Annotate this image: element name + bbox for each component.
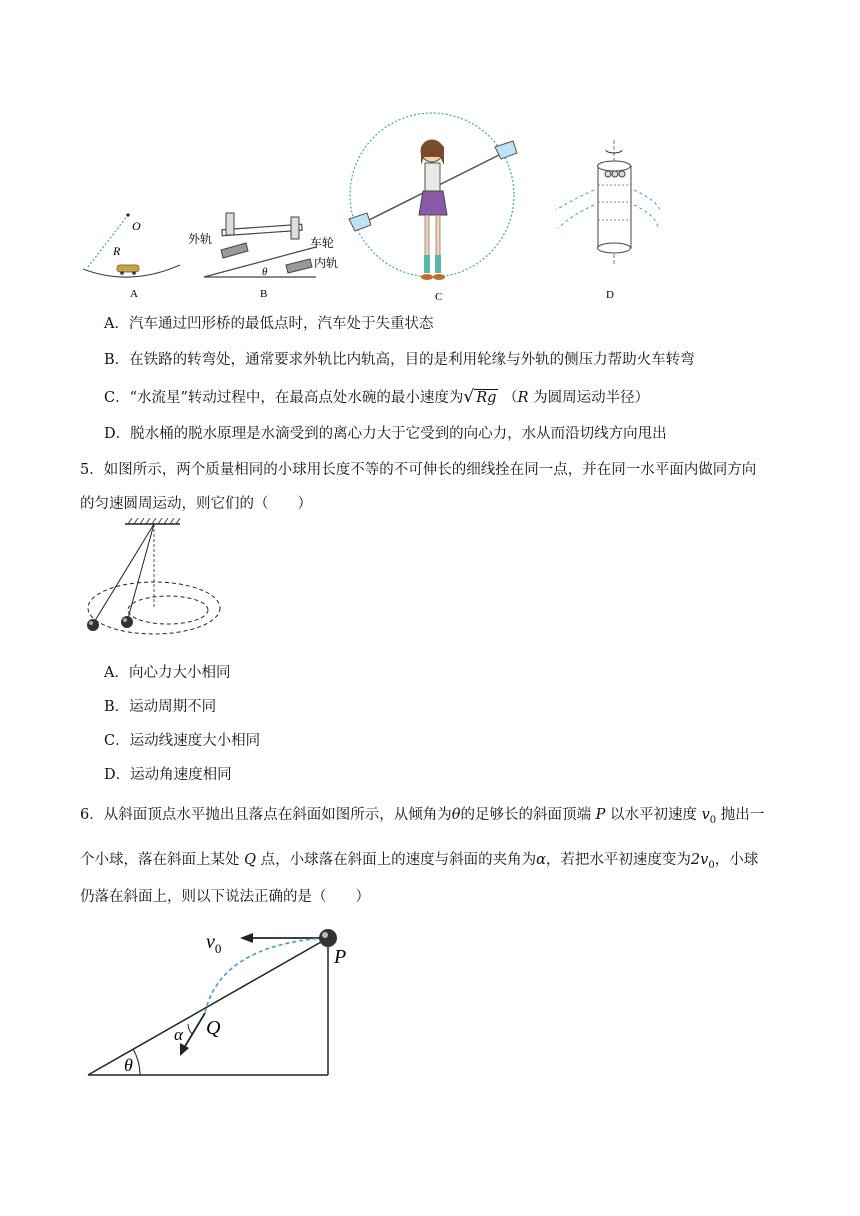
q5-option-c: C．运动线速度大小相同 [104, 733, 261, 749]
q6-figure-theta-label: θ [124, 1055, 133, 1075]
q6-2v: 2v [690, 852, 709, 868]
q6-figure-alpha-label: α [174, 1025, 183, 1044]
q6-line3: 仍落在斜面上，则以下说法正确的是（ ） [80, 889, 370, 905]
q5-option-b: B．运动周期不同 [104, 699, 217, 715]
q5-conical-pendulum-figure [80, 518, 230, 640]
q6-figure-v0-label: $v_0$ [206, 931, 222, 956]
figure-d-spin-dryer [552, 140, 662, 305]
figure-d-label: D [606, 289, 614, 301]
figure-c-water-meteor [345, 107, 520, 307]
q4-option-c-r: R [517, 390, 529, 406]
q6-theta: θ [451, 807, 461, 823]
q6-figure-p-label: P [334, 946, 347, 968]
figure-b-label: B [260, 288, 268, 300]
q5-stem-line1: 5．如图所示，两个质量相同的小球用长度不等的不可伸长的细线拴在同一点，并在同一水平面内做同方向 [80, 462, 757, 478]
figure-b-theta-label: θ [262, 266, 268, 278]
q6-v-sub: 0 [709, 814, 717, 826]
q6-line2-text-c: ，若把水平初速度变为 [545, 852, 691, 868]
q6-line1-text-b: 的足够长的斜面顶端 [460, 807, 596, 823]
q4-option-b: B．在铁路的转弯处，通常要求外轨比内轨高，目的是利用轮缘与外轨的侧压力帮助火车转弯 [104, 352, 695, 368]
q4-option-c [104, 387, 649, 408]
figure-b-railway-turn [186, 205, 356, 300]
q5-option-d: D．运动角速度相同 [104, 767, 232, 783]
q6-line2 [80, 850, 758, 876]
figure-a-concave-bridge [80, 205, 185, 300]
q6-q: Q [244, 852, 256, 868]
q6-2v-sub: 0 [708, 859, 715, 871]
figure-a-label: A [130, 288, 138, 300]
figure-b-wheel-label: 车轮 [310, 236, 335, 250]
q6-line2-text-b: 点，小球落在斜面上的速度与斜面的夹角为 [256, 852, 537, 868]
figure-c-label: C [435, 291, 443, 303]
q4-option-d: D．脱水桶的脱水原理是水滴受到的离心力大于它受到的向心力，水从而沿切线方向甩出 [104, 426, 667, 442]
q6-figure-q-label: Q [206, 1017, 221, 1039]
q6-p: P [595, 807, 606, 823]
q4-option-a: A．汽车通过凹形桥的最低点时，汽车处于失重状态 [104, 316, 434, 332]
q4-option-c-suffix: 为圆周运动半径） [528, 390, 650, 406]
sqrt-symbol: √ [463, 387, 475, 407]
figure-a-o-label: O [132, 219, 141, 233]
q6-alpha: α [536, 852, 546, 868]
figure-b-inner-rail-label: 内轨 [314, 256, 339, 270]
q4-option-c-paren: （ [503, 390, 518, 406]
figure-a-r-label: R [113, 244, 121, 258]
q6-line2-text-a: 个小球，落在斜面上某处 [80, 852, 245, 868]
q6-line1-text-a: 6．从斜面顶点水平抛出且落点在斜面如图所示，从倾角为 [80, 807, 452, 823]
q6-v: v [701, 807, 710, 823]
q6-line2-text-d: ，小球 [714, 852, 759, 868]
q5-stem-line2: 的匀速圆周运动，则它们的（ ） [80, 496, 312, 512]
q4-option-c-prefix: C．“水流星”转动过程中，在最高点处水碗的最小速度为 [104, 390, 464, 406]
q6-line1-text-d: 抛出一 [716, 807, 765, 823]
figure-b-outer-rail-label: 外轨 [188, 232, 213, 246]
q4-option-c-sqrt-content: Rg [476, 390, 497, 406]
q5-option-a: A．向心力大小相同 [104, 665, 231, 681]
q6-line1 [80, 805, 764, 831]
q6-incline-projectile-figure [80, 920, 380, 1085]
q6-line1-text-c: 以水平初速度 [605, 807, 702, 823]
